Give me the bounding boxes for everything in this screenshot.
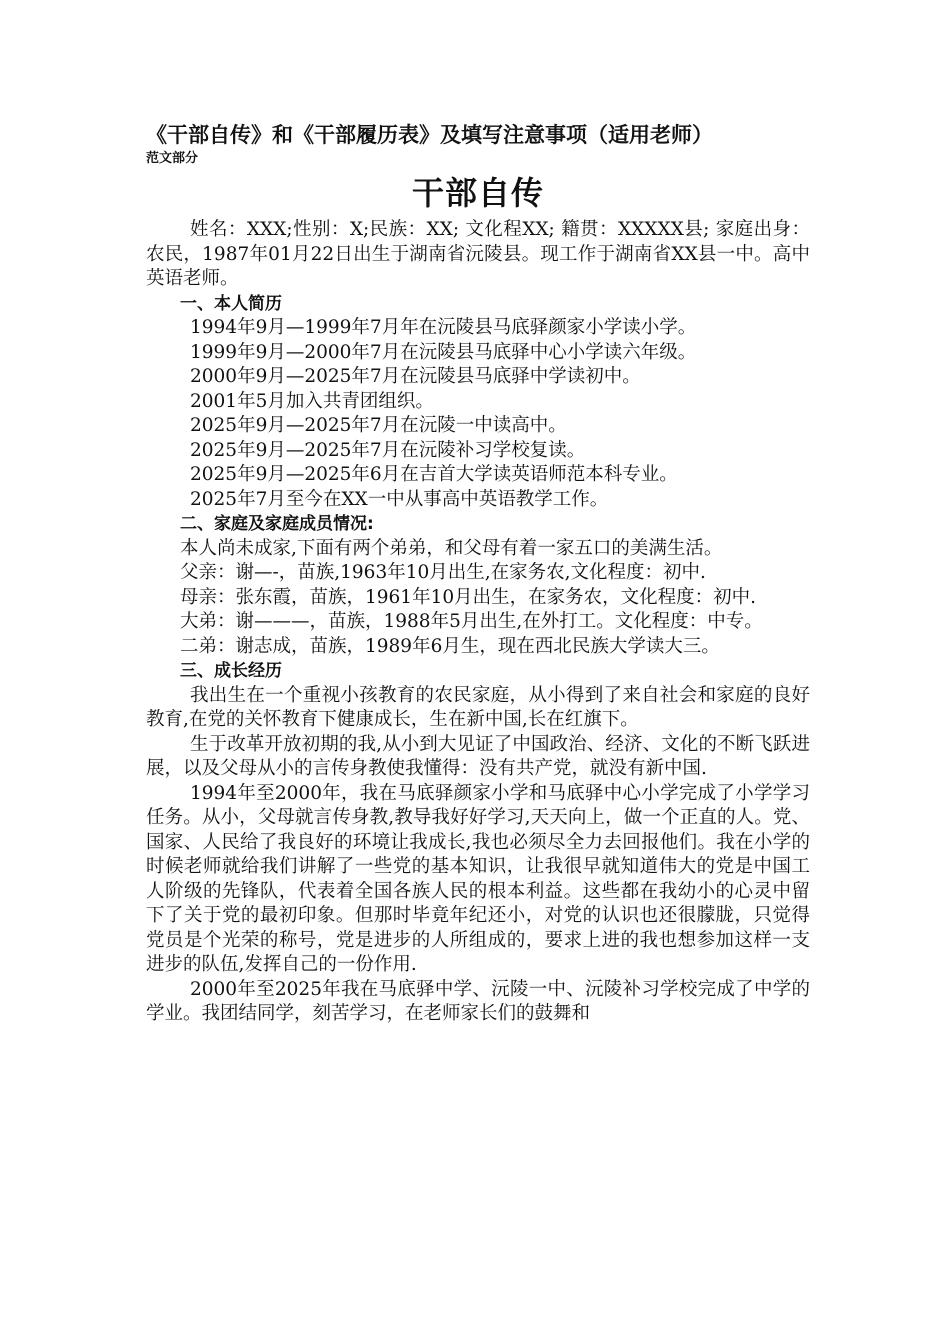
section-title-growth: 三、成长经历 xyxy=(180,661,282,681)
resume-item: 2000年9月—2025年7月在沅陵县马底驿中学读初中。 xyxy=(190,366,641,387)
section-title-resume: 一、本人简历 xyxy=(180,293,282,314)
growth-paragraph: 我出生在一个重视小孩教育的农民家庭，从小得到了来自社会和家庭的良好教育,在党的关怀教育下健康成长，生在新中国,长在红旗下。 xyxy=(146,684,810,730)
main-heading: 干部自传 xyxy=(411,174,544,212)
growth-paragraph: 生于改革开放初期的我,从小到大见证了中国政治、经济、文化的不断飞跃进展，以及父母从小的言传身教使我懂得：没有共产党，就没有新中国. xyxy=(146,733,810,779)
family-member-younger-brother: 二弟：谢志成，苗族，1989年6月生，现在西北民族大学读大三。 xyxy=(180,635,720,657)
resume-item: 2025年9月—2025年6月在吉首大学读英语师范本科专业。 xyxy=(190,464,678,485)
growth-text xyxy=(146,684,810,1027)
family-member-mother: 母亲：张东霞，苗族，1961年10月出生，在家务农，文化程度：初中. xyxy=(180,586,757,608)
resume-item: 2001年5月加入共青团组织。 xyxy=(190,390,434,412)
growth-paragraph: 1994年至2000年，我在马底驿颜家小学和马底驿中心小学完成了小学学习任务。从小，父母就言传身教,教导我好好学习,天天向上，做一个正直的人。党、国家、人民给了我良好的环境让我成长,我也必须尽全力去回报他们。我在小学的时候老师就给我们讲解了一些党的基本知识，让我很早就知道伟大的党是中国工人阶级的先锋队，代表着全国各族人民的根本利益。这些都在我幼小的心灵中留下了关于党的最初印象。但那时毕竟年纪还小，对党的认识也还很朦胧，只觉得党员是个光荣的称号，党是进步的人所组成的，要求上进的我也想参加这样一支进步的队伍,发挥自己的一份作用. xyxy=(146,782,810,975)
resume-list xyxy=(146,316,810,512)
family-list xyxy=(146,537,810,660)
growth-paragraph: 2000年至2025年我在马底驿中学、沅陵一中、沅陵补习学校完成了中学的学业。我团结同学，刻苦学习，在老师家长们的鼓舞和 xyxy=(146,978,810,1024)
resume-item: 2025年7月至今在XX一中从事高中英语教学工作。 xyxy=(190,488,609,510)
sample-label: 范文部分 xyxy=(146,151,199,166)
resume-item: 1994年9月—1999年7月年在沅陵县马底驿颜家小学读小学。 xyxy=(190,317,697,338)
family-paragraph: 本人尚未成家,下面有两个弟弟，和父母有着一家五口的美满生活。 xyxy=(180,537,723,559)
resume-item: 2025年9月—2025年7月在沅陵一中读高中。 xyxy=(190,415,567,436)
document-title: 《干部自传》和《干部履历表》及填写注意事项（适用老师） xyxy=(146,123,713,147)
family-member-father: 父亲：谢—-，苗族,1963年10月出生,在家务农,文化程度：初中. xyxy=(180,562,706,583)
resume-item: 1999年9月—2000年7月在沅陵县马底驿中心小学读六年级。 xyxy=(190,341,697,363)
resume-item: 2025年9月—2025年7月在沅陵补习学校复读。 xyxy=(190,439,586,461)
section-title-family: 二、家庭及家庭成员情况: xyxy=(180,514,374,534)
document-body xyxy=(146,120,810,1027)
family-member-elder-brother: 大弟：谢———，苗族，1988年5月出生,在外打工。文化程度：中专。 xyxy=(180,611,763,632)
intro-paragraph: 姓名：XXX;性别：X;民族：XX; 文化程XX; 籍贯：XXXXX县; 家庭出身：农民，1987年01月22日出生于湖南省沅陵县。现工作于湖南省XX县一中。高中英语老师。 xyxy=(146,219,810,289)
